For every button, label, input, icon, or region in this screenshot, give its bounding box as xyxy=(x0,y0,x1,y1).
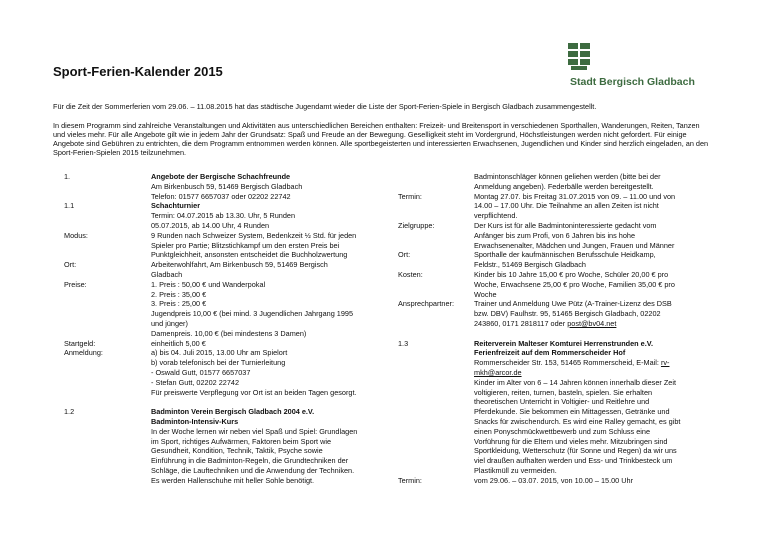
left-value: Telefon: 01577 6657037 oder 02202 22742 xyxy=(151,191,291,201)
intro-paragraph-dates: Für die Zeit der Sommerferien vom 29.06. – 11.08.2015 hat das städtische Jugendamt wieder die Liste der Sport-Ferien-Spiele in Bergisch Gladbach zusammengestellt. xyxy=(53,102,597,111)
right-value: Kinder im Alter von 6 – 14 Jahren können innerhalb dieser Zeit xyxy=(474,377,677,387)
left-row xyxy=(64,407,394,417)
right-value: theoretischen Unterricht in Voltigier- und Reitlehre und xyxy=(474,397,650,407)
right-row xyxy=(398,397,718,407)
email-link[interactable]: mkh@arcor.de xyxy=(474,367,522,377)
email-link[interactable]: post@bv04.net xyxy=(567,318,617,328)
right-value: Snacks für zwischendurch. Es wird eine Ralley gemacht, es gibt xyxy=(474,416,681,426)
right-label: Termin: xyxy=(398,475,422,485)
left-value: Schläge, die Lauftechniken und die Anwendung der Techniken. xyxy=(151,465,355,475)
right-value xyxy=(474,368,522,378)
right-row xyxy=(398,339,718,349)
left-row xyxy=(64,388,394,398)
left-row xyxy=(64,358,394,368)
left-row xyxy=(64,211,394,221)
left-value: Angebote der Bergische Schachfreunde xyxy=(151,172,291,181)
left-row xyxy=(64,476,394,486)
left-value: Termin: 04.07.2015 ab 13.30. Uhr, 5 Runden xyxy=(151,211,296,221)
right-value: Kinder bis 10 Jahre 15,00 € pro Woche, Schüler 20,00 € pro xyxy=(474,269,669,279)
right-row xyxy=(398,280,718,290)
city-name: Stadt Bergisch Gladbach xyxy=(570,76,695,88)
left-row xyxy=(64,241,394,251)
right-row xyxy=(398,417,718,427)
left-row xyxy=(64,446,394,456)
right-value: Reiterverein Malteser Komturei Herrenstrunden e.V. xyxy=(474,338,653,348)
right-row xyxy=(398,466,718,476)
left-value: 05.07.2015, ab 14.00 Uhr, 4 Runden xyxy=(151,220,270,230)
left-row xyxy=(64,309,394,319)
left-value: Gesundheit, Kondition, Technik, Taktik, Psyche sowie xyxy=(151,446,323,456)
right-row xyxy=(398,319,718,329)
left-row xyxy=(64,260,394,270)
left-label: 1.1 xyxy=(64,201,75,211)
right-value: Montag 27.07. bis Freitag 31.07.2015 von 09. – 11.00 und von xyxy=(474,191,676,201)
left-value: 3. Preis : 25,00 € xyxy=(151,299,207,309)
city-logo xyxy=(568,43,698,95)
left-row xyxy=(64,348,394,358)
left-value: b) vorab telefonisch bei der Turnierleitung xyxy=(151,358,286,368)
right-value: Trainer und Anmeldung Uwe Pütz (A-Trainer-Lizenz des DSB xyxy=(474,299,672,309)
right-row xyxy=(398,260,718,270)
right-row xyxy=(398,290,718,300)
right-value: Sportkleidung, Wetterschutz (für Sonne und Regen) da wir uns xyxy=(474,446,677,456)
left-label: Modus: xyxy=(64,230,88,240)
right-row xyxy=(398,201,718,211)
left-value: 1. Preis : 50,00 € und Wanderpokal xyxy=(151,279,266,289)
left-value: und jünger) xyxy=(151,318,188,328)
right-label: Ort: xyxy=(398,250,411,260)
left-value: Gladbach xyxy=(151,269,183,279)
right-value: Woche xyxy=(474,289,497,299)
right-row xyxy=(398,270,718,280)
right-row xyxy=(398,221,718,231)
right-label: Zielgruppe: xyxy=(398,220,435,230)
page-title: Sport-Ferien-Kalender 2015 xyxy=(53,64,223,79)
right-label: Ansprechpartner: xyxy=(398,299,454,309)
right-value: 243860, 0171 2818117 oder post@bv04.net xyxy=(474,318,617,328)
right-value: Badmintonschläger können geliehen werden (bitte bei der xyxy=(474,172,661,181)
left-value: im Sport, richtiges Aufwärmen, Faktoren beim Sport wie xyxy=(151,436,332,446)
right-row xyxy=(398,231,718,241)
right-row xyxy=(398,388,718,398)
right-row xyxy=(398,378,718,388)
right-value: bzw. DBV) Faulhstr. 95, 51465 Bergisch Gladbach, 02202 xyxy=(474,309,661,319)
right-value: 14.00 – 17.00 Uhr. Die Teilnahme an allen Zeiten ist nicht xyxy=(474,201,659,211)
right-label: Kosten: xyxy=(398,269,423,279)
left-value: In der Woche lernen wir neben viel Spaß und Spiel: Grundlagen xyxy=(151,426,358,436)
right-row xyxy=(398,192,718,202)
email-link[interactable]: rv- xyxy=(660,358,670,368)
left-row xyxy=(64,299,394,309)
left-value: Badminton-Intensiv-Kurs xyxy=(151,416,239,426)
right-row xyxy=(398,211,718,221)
city-crest-icon xyxy=(568,43,590,71)
right-value: Ferienfreizeit auf dem Rommerscheider Hof xyxy=(474,348,626,358)
left-row xyxy=(64,192,394,202)
right-row xyxy=(398,241,718,251)
intro-paragraph-program: In diesem Programm sind zahlreiche Veranstaltungen und Aktivitäten aus unterschiedlichen Bereichen enthalten: Freizeit- und Breitensport in verschiedenen Sporthallen, Wanderungen, Reiten, Tanzen und vieles mehr. Für alle Angebote gilt wie in jedem Jahr der Grundsatz: Spaß und Freude an der Bewegung. Geselligkeit steht im Vordergrund, Höchstleistungen werden nicht gefordert. Für einige Angebote sind Gebühren zu entrichten, die dem Programm entnommen werden können. Alle sportbegeisterten und interessierten Erwachsenen, Jugendlichen und Kinder sind herzlich eingeladen, an den Sport-Ferien-Spielen 2015 teilzunehmen. xyxy=(53,121,709,158)
right-row xyxy=(398,348,718,358)
right-value: einen Ponyschmückwettbewerb und zum Schluss eine xyxy=(474,426,651,436)
right-column xyxy=(398,172,718,486)
left-value: Damenpreis. 10,00 € (bei mindestens 3 Damen) xyxy=(151,328,307,338)
left-value: - Stefan Gutt, 02202 22742 xyxy=(151,377,240,387)
left-label: Startgeld: xyxy=(64,338,96,348)
right-label: Termin: xyxy=(398,191,422,201)
left-value: Spieler pro Partie; Blitzstichkampf um den ersten Preis bei xyxy=(151,240,340,250)
left-value: 2. Preis : 35,00 € xyxy=(151,289,207,299)
left-value: Für preiswerte Verpflegung vor Ort ist an beiden Tagen gesorgt. xyxy=(151,387,357,397)
right-row xyxy=(398,476,718,486)
right-value: Vorführung für die Eltern und vieles mehr. Mitzubringen sind xyxy=(474,436,668,446)
left-row xyxy=(64,466,394,476)
right-value: Anfänger bis zum Profi, von 6 Jahren bis ins hohe xyxy=(474,230,636,240)
left-row xyxy=(64,201,394,211)
right-value: verpflichtend. xyxy=(474,211,518,221)
left-label: Ort: xyxy=(64,260,77,270)
right-row xyxy=(398,427,718,437)
left-value: einheitlich 5,00 € xyxy=(151,338,206,348)
left-row xyxy=(64,427,394,437)
right-label: 1.3 xyxy=(398,338,409,348)
left-column xyxy=(64,172,394,486)
right-value: Sporthalle der kaufmännischen Berufsschule Heidkamp, xyxy=(474,250,656,260)
left-value: a) bis 04. Juli 2015, 13.00 Uhr am Spielort xyxy=(151,348,288,358)
left-row xyxy=(64,329,394,339)
left-value: - Oswald Gutt, 01577 6657037 xyxy=(151,367,251,377)
left-label: Preise: xyxy=(64,279,87,289)
left-row xyxy=(64,270,394,280)
right-value: Plastikmüll zu vermeiden. xyxy=(474,465,557,475)
left-label: 1.2 xyxy=(64,407,75,417)
left-row xyxy=(64,290,394,300)
right-row xyxy=(398,437,718,447)
right-row xyxy=(398,446,718,456)
right-value: Der Kurs ist für alle Badmintoninteressierte gedacht vom xyxy=(474,220,657,230)
right-row xyxy=(398,329,718,339)
right-row xyxy=(398,358,718,368)
left-value: Punktgleichheit, ansonsten entscheidet die Buchholzwertung xyxy=(151,250,348,260)
right-value: Anmeldung angeben). Federbälle werden bereitgestellt. xyxy=(474,181,654,191)
right-value: Rommerscheider Str. 153, 51465 Rommerscheid, E-Mail: rv- xyxy=(474,358,670,368)
right-row xyxy=(398,172,718,182)
left-row xyxy=(64,280,394,290)
left-value: Jugendpreis 10,00 € (bei mind. 3 Jugendlichen Jahrgang 1995 xyxy=(151,309,354,319)
left-value: Badminton Verein Bergisch Gladbach 2004 e.V. xyxy=(151,407,315,417)
right-row xyxy=(398,250,718,260)
left-value: Schachturnier xyxy=(151,201,201,211)
right-value: voltigieren, reiten, turnen, basteln, spielen. Sie erhalten xyxy=(474,387,653,397)
left-row xyxy=(64,231,394,241)
right-row xyxy=(398,182,718,192)
left-value: 9 Runden nach Schweizer System, Bedenkzeit ½ Std. für jeden xyxy=(151,230,357,240)
right-value: viel draußen aufhalten werden und Ess- und Trinkbesteck um xyxy=(474,456,673,466)
right-value: Feldstr., 51469 Bergisch Gladbach xyxy=(474,260,586,270)
left-value: Arbeiterwohlfahrt, Am Birkenbusch 59, 51469 Bergisch xyxy=(151,260,328,270)
left-row xyxy=(64,182,394,192)
left-value: Am Birkenbusch 59, 51469 Bergisch Gladbach xyxy=(151,181,303,191)
left-value: Es werden Hallenschuhe mit heller Sohle benötigt. xyxy=(151,475,315,485)
left-value: Einführung in die Badminton-Regeln, die Grundtechniken der xyxy=(151,456,349,466)
left-row xyxy=(64,397,394,407)
left-row xyxy=(64,319,394,329)
left-row xyxy=(64,417,394,427)
right-row xyxy=(398,456,718,466)
right-value: Woche, Erwachsene 25,00 € pro Woche, Familien 35,00 € pro xyxy=(474,279,675,289)
left-row xyxy=(64,221,394,231)
left-row xyxy=(64,378,394,388)
left-row xyxy=(64,172,394,182)
left-label: 1. xyxy=(64,172,71,181)
right-row xyxy=(398,309,718,319)
left-row xyxy=(64,250,394,260)
left-label: Anmeldung: xyxy=(64,348,103,358)
left-row xyxy=(64,368,394,378)
right-row xyxy=(398,368,718,378)
left-row xyxy=(64,339,394,349)
right-row xyxy=(398,299,718,309)
right-row xyxy=(398,407,718,417)
left-row xyxy=(64,456,394,466)
right-value: Pferdekunde. Sie bekommen ein Mittagessen, Getränke und xyxy=(474,407,670,417)
right-value: vom 29.06. – 03.07. 2015, von 10.00 – 15.00 Uhr xyxy=(474,475,634,485)
right-value: Erwachsenenalter, Mädchen und Jungen, Frauen und Männer xyxy=(474,240,675,250)
left-row xyxy=(64,437,394,447)
